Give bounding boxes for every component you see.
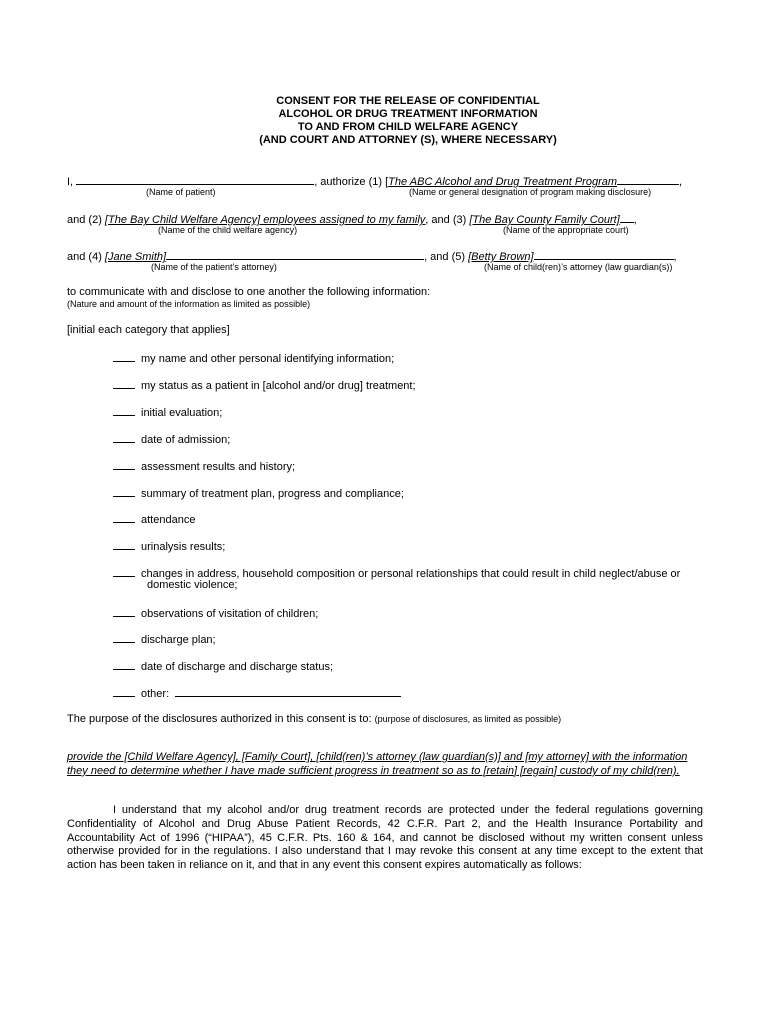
list-item-continuation: domestic violence; — [147, 579, 238, 591]
title-line-3: TO AND FROM CHILD WELFARE AGENCY — [297, 121, 519, 133]
list-item: assessment results and history; — [113, 459, 295, 474]
initial-blank[interactable] — [113, 351, 135, 362]
purpose-line: The purpose of the disclosures authorized in this consent is to: (purpose of disclosures, as limited as possible) — [67, 713, 562, 725]
communicate-note: (Nature and amount of the information as limited as possible) — [67, 299, 311, 309]
list-item: my name and other personal identifying information; — [113, 351, 394, 366]
other-field[interactable] — [175, 686, 401, 697]
list-item: changes in address, household composition or personal relationships that could result in child neglect/abuse or — [113, 566, 680, 581]
initial-blank[interactable] — [113, 486, 135, 497]
initial-blank[interactable] — [113, 512, 135, 523]
initial-blank[interactable] — [113, 632, 135, 643]
caption-court: (Name of the appropriate court) — [503, 225, 629, 235]
list-item: initial evaluation; — [113, 405, 222, 420]
initial-blank[interactable] — [113, 686, 135, 697]
initial-blank[interactable] — [113, 539, 135, 550]
title-line-4: (AND COURT AND ATTORNEY (S), WHERE NECESSARY) — [259, 134, 557, 146]
purpose-note: (purpose of disclosures, as limited as possible) — [374, 714, 562, 724]
caption-agency: (Name of the child welfare agency) — [158, 225, 298, 235]
program-name-field[interactable]: The ABC Alcohol and Drug Treatment Program — [388, 176, 618, 188]
list-item: summary of treatment plan, progress and compliance; — [113, 486, 404, 501]
caption-patient: (Name of patient) — [146, 187, 216, 197]
list-item: date of discharge and discharge status; — [113, 659, 333, 674]
initial-blank[interactable] — [113, 606, 135, 617]
list-item: discharge plan; — [113, 632, 216, 647]
purpose-text: provide the [Child Welfare Agency], [Family Court], [child(ren)’s attorney (law guardian(s)] and [my attorney] with the information they need to determine whether I have made sufficient progress in treatment so as to [retain] [regain] custody of my child(ren). — [67, 751, 688, 777]
initial-blank[interactable] — [113, 566, 135, 577]
court-name-field[interactable]: [The Bay County Family Court] — [469, 214, 620, 226]
list-item: urinalysis results; — [113, 539, 225, 554]
agency-row: and (2) [The Bay Child Welfare Agency] employees assigned to my family, and (3) [The Bay County Family Court] , — [67, 214, 637, 226]
initial-blank[interactable] — [113, 378, 135, 389]
initial-blank[interactable] — [113, 405, 135, 416]
caption-attorney: (Name of the patient’s attorney) — [151, 262, 277, 272]
list-item: date of admission; — [113, 432, 230, 447]
agency-name-field[interactable]: [The Bay Child Welfare Agency] employees assigned to my family — [104, 214, 426, 226]
initial-instruction: [initial each category that applies] — [67, 324, 230, 336]
child-attorney-name-field[interactable]: [Betty Brown] — [468, 251, 534, 263]
caption-child-attorney: (Name of child(ren)’s attorney (law guardian(s)) — [484, 262, 673, 272]
list-item: other: — [113, 686, 401, 701]
list-item: attendance — [113, 512, 195, 527]
caption-program: (Name or general designation of program making disclosure) — [409, 187, 652, 197]
initial-blank[interactable] — [113, 659, 135, 670]
patient-row: I, , authorize (1) [The ABC Alcohol and Drug Treatment Program , — [67, 176, 683, 188]
patient-name-field[interactable] — [76, 174, 314, 185]
understand-paragraph: I understand that my alcohol and/or drug treatment records are protected under the federal regulations governing Confidentiality of Alcohol and Drug Abuse Patient Records, 42 C.F.R. Part 2, and the Health Insurance Portability and Accountability Act of 1996 (“HIPAA”), 45 C.F.R. Pts. 160 & 164, and cannot be disclosed without my written consent unless otherwise provided for in the regulations. I also understand that I may revoke this consent at any time except to the extent that action has been taken in reliance on it, and that in any event this consent expires automatically as follows: — [67, 804, 703, 872]
attorney-name-field[interactable]: [Jane Smith] — [104, 251, 167, 263]
title-line-2: ALCOHOL OR DRUG TREATMENT INFORMATION — [278, 108, 538, 120]
initial-blank[interactable] — [113, 432, 135, 443]
initial-blank[interactable] — [113, 459, 135, 470]
list-item: observations of visitation of children; — [113, 606, 318, 621]
communicate-text: to communicate with and disclose to one another the following information: — [67, 286, 431, 298]
list-item: my status as a patient in [alcohol and/or drug] treatment; — [113, 378, 416, 393]
attorney-row: and (4) [Jane Smith] , and (5) [Betty Brown] , — [67, 251, 677, 263]
title-line-1: CONSENT FOR THE RELEASE OF CONFIDENTIAL — [276, 95, 540, 107]
